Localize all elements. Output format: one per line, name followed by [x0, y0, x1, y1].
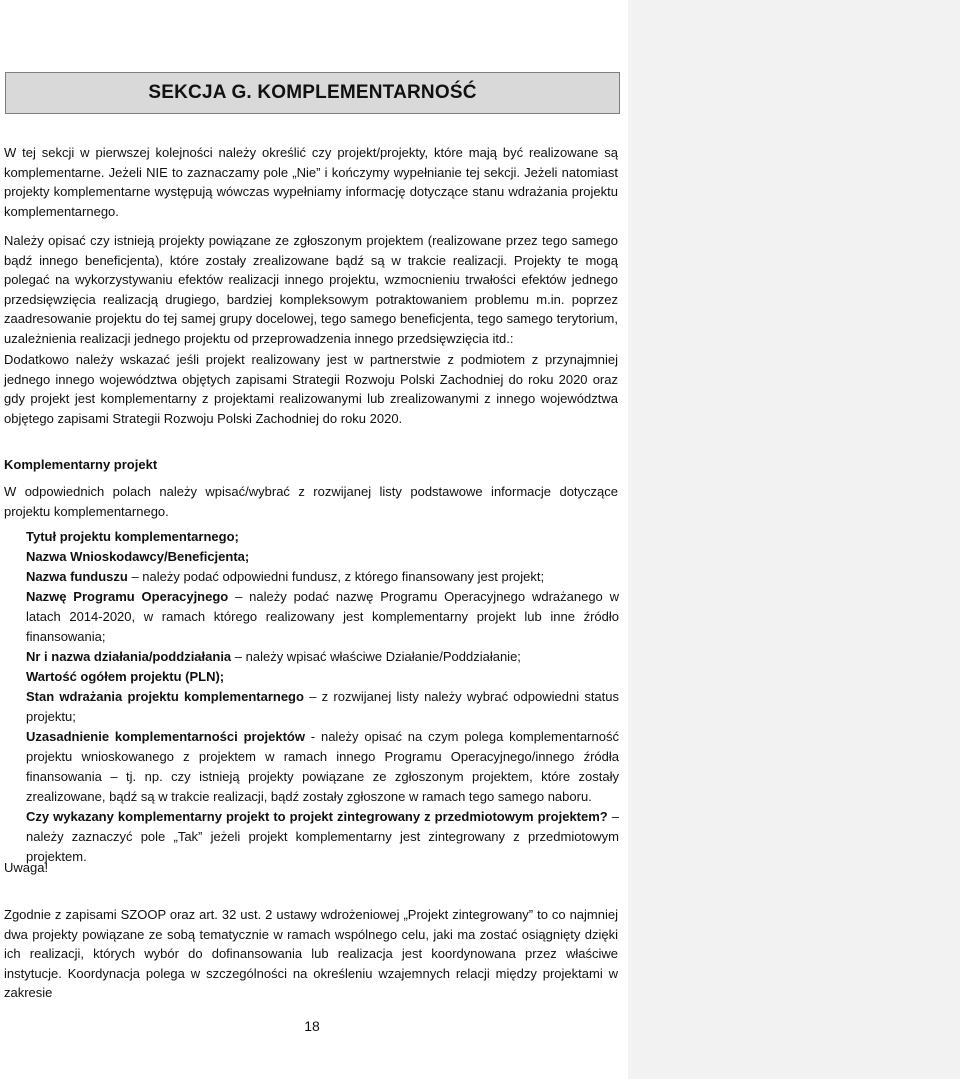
list-item: Stan wdrażania projektu komplementarnego – z rozwijanej listy należy wybrać odpowiedni status projektu;	[26, 689, 620, 724]
list-item: Wartość ogółem projektu (PLN);	[26, 669, 225, 684]
section-title	[5, 72, 620, 114]
note-paragraph: Zgodnie z zapisami SZOOP oraz art. 32 ust. 2 ustawy wdrożeniowej „Projekt zintegrowany” to co najmniej dwa projekty powiązane ze sobą tematycznie w ramach wspólnego celu, jaki ma zostać osiągnięty dzięki ich realizacji, których wybór do dofinansowania lub realizacja jest koordynowana przez właściwe instytucje. Koordynacja polega w szczególności na określeniu wzajemnych relacji między projektami w zakresie	[4, 907, 618, 1000]
list-item: Nazwę Programu Operacyjnego – należy podać nazwę Programu Operacyjnego wdrażanego w latach 2014-2020, w ramach którego realizowany jest komplementarny projekt lub inne źródło finansowania;	[26, 589, 620, 644]
section-title-text: SEKCJA G. KOMPLEMENTARNOŚĆ	[148, 82, 477, 103]
intro-paragraph-2: Należy opisać czy istnieją projekty powiązane ze zgłoszonym projektem (realizowane przez tego samego bądź innego beneficjenta), które zostały zrealizowane bądź są w trakcie realizacji. Projekty te mogą polegać na wykorzystywaniu efektów realizacji innego projektu, wzmocnieniu trwałości efektów jednego przedsięwzięcia realizacją drugiego, bardziej kompleksowym potraktowaniem problemu m.in. poprzez zaadresowanie projektu do tej samej grupy docelowej, tego samego beneficjenta, tego samego terytorium, uzależnienia realizacji jednego projektu od przeprowadzenia innego przedsięwzięcia itd.:	[4, 233, 618, 346]
list-item: Nazwa Wnioskodawcy/Beneficjenta;	[26, 549, 250, 564]
page-number: 18	[304, 1018, 320, 1034]
list-item: Nr i nazwa działania/poddziałania – należy wpisać właściwe Działanie/Poddziałanie;	[26, 649, 521, 664]
list-item: Nazwa funduszu – należy podać odpowiedni fundusz, z którego finansowany jest projekt;	[26, 569, 545, 584]
field-description-list	[26, 527, 619, 867]
intro-paragraph-3: Dodatkowo należy wskazać jeśli projekt realizowany jest w partnerstwie z podmiotem z przynajmniej jednego innego województwa objętych zapisami Strategii Rozwoju Polski Zachodniej do roku 2020 oraz gdy projekt jest komplementarny z projektami realizowanymi lub zrealizowanymi z innego województwa objętego zapisami Strategii Rozwoju Polski Zachodniej do roku 2020.	[4, 352, 618, 426]
intro-paragraph-1: W tej sekcji w pierwszej kolejności należy określić czy projekt/projekty, które mają być realizowane są komplementarne. Jeżeli NIE to zaznaczamy pole „Nie” i kończymy wypełnianie tej sekcji. Jeżeli natomiast projekty komplementarne występują wówczas wypełniamy informację dotyczące stanu wdrażania projektu komplementarnego.	[4, 145, 618, 219]
list-item: Tytuł projektu komplementarnego;	[26, 529, 239, 544]
note-label: Uwaga!	[4, 860, 49, 875]
list-item: Uzasadnienie komplementarności projektów - należy opisać na czym polega komplementarność projektu wnioskowanego z projektem w ramach innego Programu Operacyjnego/innego źródła finansowania – tj. np. czy istnieją projekty powiązane ze zgłoszonym projektem, które zostały zrealizowane, bądź są w trakcie realizacji, bądź zostały zgłoszone w ramach tego samego naboru.	[26, 729, 619, 804]
complementary-instruction: W odpowiednich polach należy wpisać/wybrać z rozwijanej listy podstawowe informacje dotyczące projektu komplementarnego.	[4, 484, 618, 519]
side-panel	[628, 0, 960, 1079]
list-item: Czy wykazany komplementarny projekt to projekt zintegrowany z przedmiotowym projektem? – należy zaznaczyć pole „Tak” jeżeli projekt komplementarny jest zintegrowany z przedmiotowym projektem.	[26, 809, 620, 864]
complementary-heading: Komplementarny projekt	[4, 457, 158, 472]
